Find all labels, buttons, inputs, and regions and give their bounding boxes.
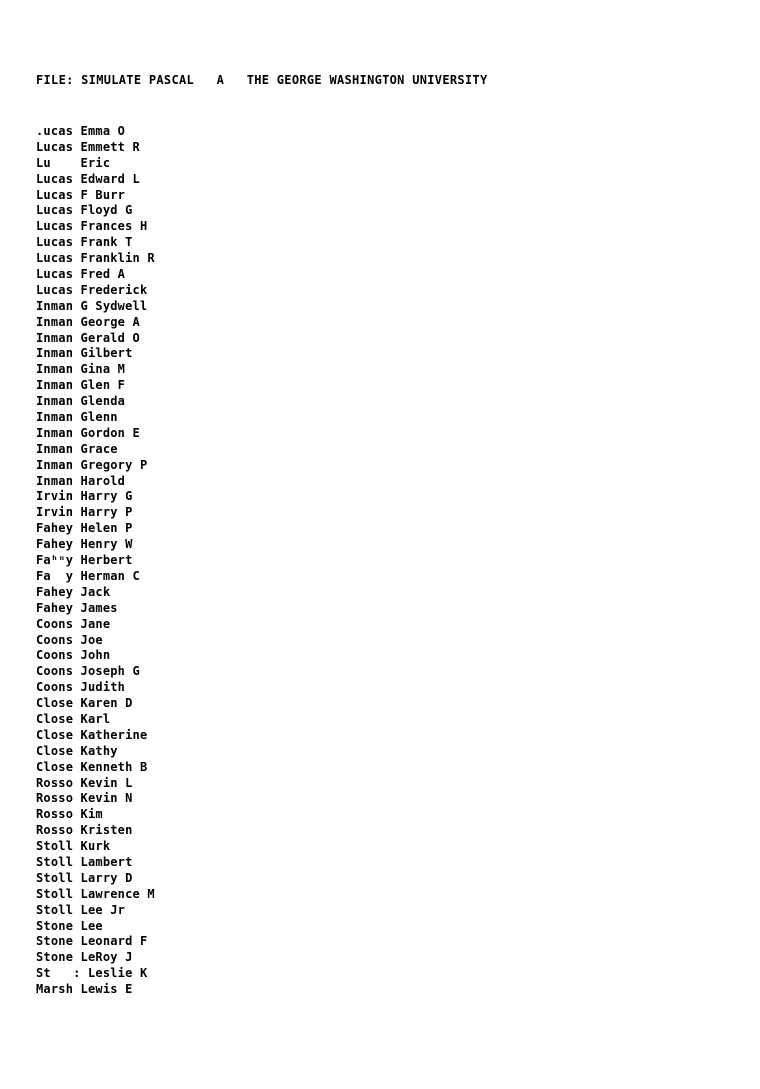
- list-item: Stoll Lambert: [36, 854, 133, 869]
- list-item: Stoll Lee Jr: [36, 902, 126, 917]
- list-item: Lucas Frank T: [36, 235, 133, 250]
- list-item: Rosso Kevin N: [36, 791, 133, 806]
- list-item: Stoll Larry D: [36, 870, 133, 885]
- list-item: Coons John: [36, 648, 111, 663]
- list-item: Rosso Kristen: [36, 823, 133, 838]
- list-item: Rosso Kevin L: [36, 775, 133, 790]
- list-item: Coons Joe: [36, 632, 103, 647]
- list-item: Inman Harold: [36, 473, 126, 488]
- list-item: Lucas F Burr: [36, 187, 126, 202]
- list-item: Inman Gina M: [36, 362, 126, 377]
- list-item: Inman George A: [36, 314, 140, 329]
- list-item: Close Karl: [36, 711, 111, 726]
- list-item: Inman Gordon E: [36, 425, 140, 440]
- list-item: Close Kathy: [36, 743, 118, 758]
- list-item: Inman Gregory P: [36, 457, 148, 472]
- list-item: Inman Glenda: [36, 394, 126, 409]
- list-item: Irvin Harry P: [36, 505, 133, 520]
- list-item: .ucas Emma O: [36, 124, 126, 138]
- list-item: Irvin Harry G: [36, 489, 133, 504]
- list-item: Close Katherine: [36, 727, 148, 742]
- list-item: St : Leslie K: [36, 966, 148, 981]
- list-item: Lucas Franklin R: [36, 251, 155, 266]
- file-header: FILE: SIMULATE PASCAL A THE GEORGE WASHINGTON UNIVERSITY: [36, 73, 488, 87]
- list-item: Stone Leonard F: [36, 934, 148, 949]
- list-item: Coons Jane: [36, 616, 111, 631]
- name-listing: [36, 124, 155, 998]
- list-item: Inman Glenn: [36, 410, 118, 425]
- list-item: Lucas Frederick: [36, 282, 148, 297]
- list-item: Lucas Fred A: [36, 267, 126, 282]
- list-item: Close Kenneth B: [36, 759, 148, 774]
- list-item: Lucas Edward L: [36, 171, 140, 186]
- list-item: Inman G Sydwell: [36, 298, 148, 313]
- list-item: Close Karen D: [36, 696, 133, 711]
- list-item: Stone Lee: [36, 918, 103, 933]
- list-item: Fahey James: [36, 600, 118, 615]
- list-item: Fahey Henry W: [36, 537, 133, 552]
- list-item: Faʰⁿy Herbert: [36, 553, 133, 568]
- list-item: Inman Gilbert: [36, 346, 133, 361]
- list-item: Stoll Lawrence M: [36, 886, 155, 901]
- list-item: Marsh Lewis E: [36, 982, 133, 997]
- list-item: Coons Judith: [36, 680, 126, 695]
- list-item: Fahey Helen P: [36, 521, 133, 536]
- list-item: Coons Joseph G: [36, 664, 140, 679]
- list-item: Inman Glen F: [36, 378, 126, 393]
- list-item: Rosso Kim: [36, 807, 103, 822]
- list-item: Inman Grace: [36, 441, 118, 456]
- list-item: Lucas Emmett R: [36, 139, 140, 154]
- list-item: Fahey Jack: [36, 584, 111, 599]
- list-item: Lucas Floyd G: [36, 203, 133, 218]
- list-item: Stoll Kurk: [36, 839, 111, 854]
- list-item: Lucas Frances H: [36, 219, 148, 234]
- list-item: Inman Gerald O: [36, 330, 140, 345]
- list-item: Lu Eric: [36, 155, 111, 170]
- list-item: Fa y Herman C: [36, 568, 140, 583]
- list-item: Stone LeRoy J: [36, 950, 133, 965]
